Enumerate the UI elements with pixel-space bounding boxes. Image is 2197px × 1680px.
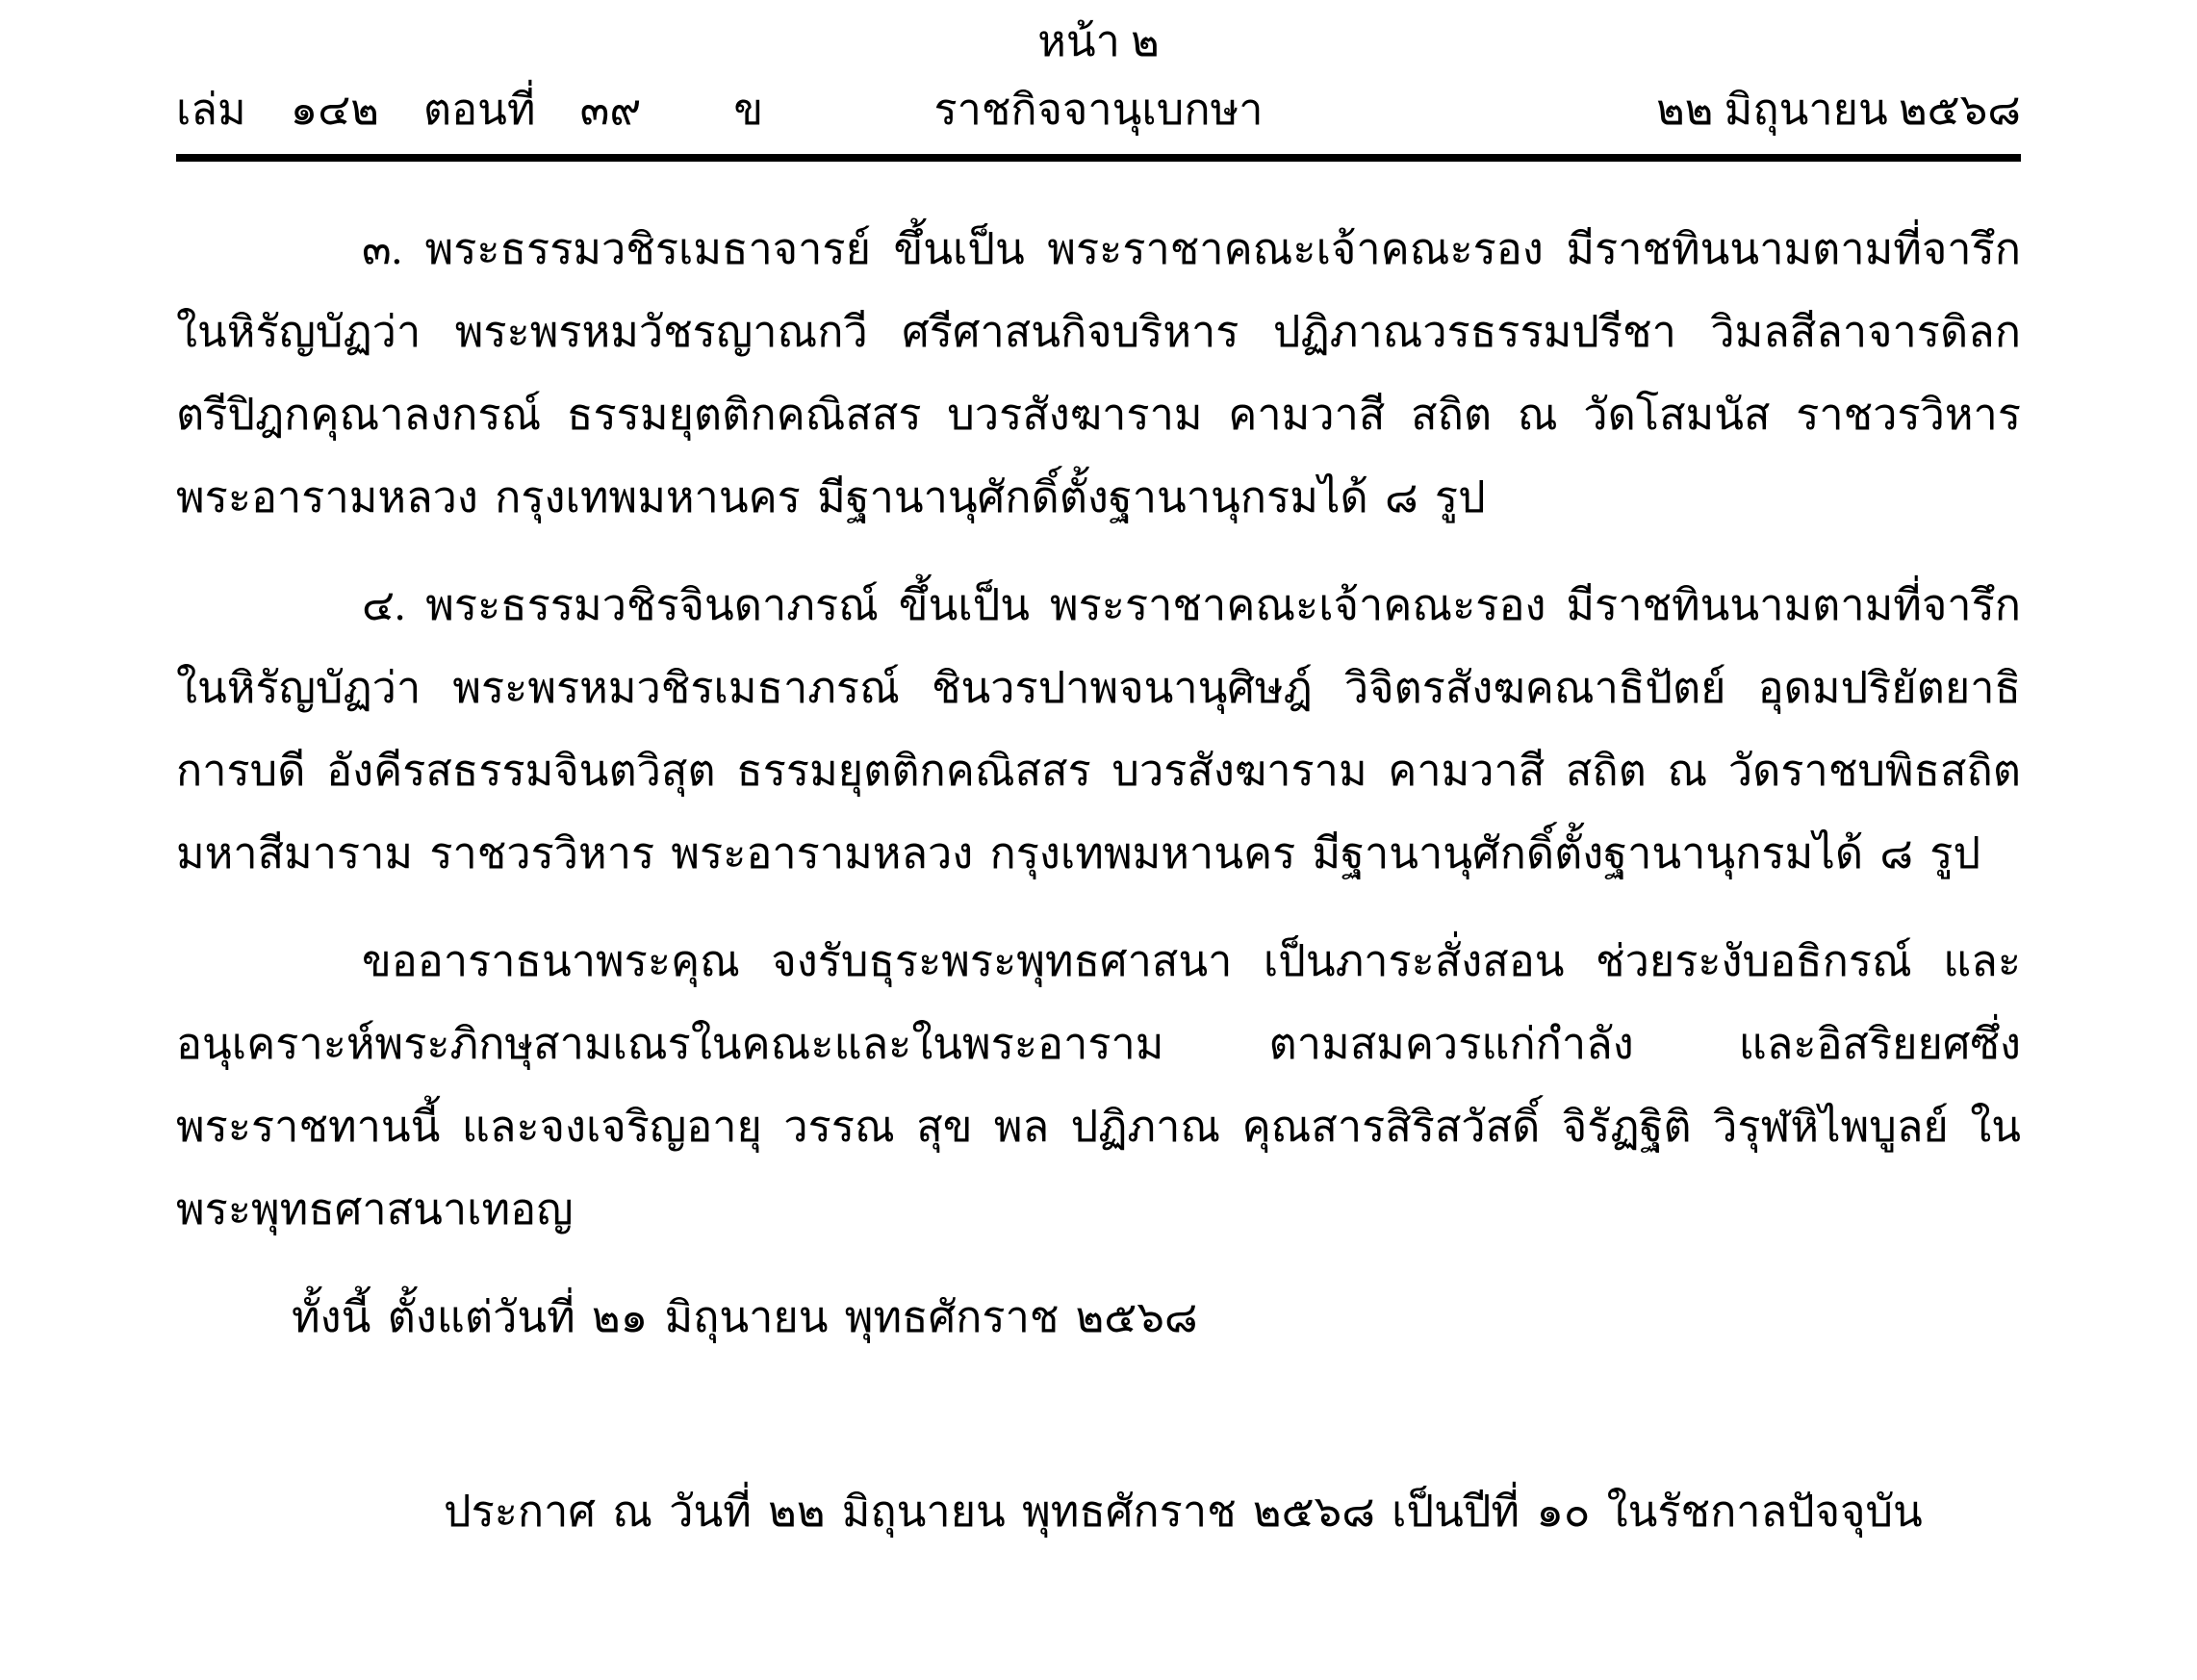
page-number: หน้า ๒ [1037, 17, 1160, 65]
gazette-title: ราชกิจจานุเบกษา [933, 86, 1264, 134]
effective-date-line: ทั้งนี้ ตั้งแต่วันที่ ๒๑ มิถุนายน พุทธศักราช ๒๕๖๘ [292, 1293, 1198, 1341]
issue-label: ตอนที่ [422, 86, 536, 134]
document-body [176, 162, 2021, 1553]
paragraph-blessing: ขออาราธนาพระคุณ จงรับธุระพระพุทธศาสนา เป็นภาระสั่งสอน ช่วยระงับอธิกรณ์ และอนุเคราะห์พระภิกษุสามเณรในคณะและในพระอาราม ตามสมควรแก่กำลัง และอิสริยยศซึ่งพระราชทานนี้ และจงเจริญอายุ วรรณ สุข พล ปฏิภาณ คุณสารสิริสวัสดิ์ จิรัฏฐิติ วิรุฬหิไพบูลย์ ในพระพุทธศาสนาเทอญ [176, 937, 2021, 1234]
promulgation-line: ประกาศ ณ วันที่ ๒๒ มิถุนายน พุทธศักราช ๒๕๖๘ เป็นปีที่ ๑๐ ในรัชกาลปัจจุบัน [444, 1488, 1923, 1536]
volume-issue-group [176, 81, 933, 139]
paragraph-item-3: ๓. พระธรรมวชิรเมธาจารย์ ขึ้นเป็น พระราชาคณะเจ้าคณะรอง มีราชทินนามตามที่จารึก ในหิรัญบัฏว่า พระพรหมวัชรญาณกวี ศรีศาสนกิจบริหาร ปฏิภาณวรธรรมปรีชา วิมลสีลาจารดิลก ตรีปิฎกคุณาลงกรณ์ ธรรมยุตติกคณิสสร บวรสังฆาราม คามวาสี สถิต ณ วัดโสมนัส ราชวรวิหาร พระอารามหลวง กรุงเทพมหานคร มีฐานานุศักดิ์ตั้งฐานานุกรมได้ ๘ รูป [176, 225, 2021, 522]
volume-number: ๑๔๒ [290, 86, 379, 134]
volume-label: เล่ม [176, 86, 246, 134]
gazette-date: ๒๒ มิถุนายน ๒๕๖๘ [1656, 86, 2021, 134]
gazette-header [176, 12, 2021, 162]
paragraph-item-4: ๔. พระธรรมวชิรจินดาภรณ์ ขึ้นเป็น พระราชาคณะเจ้าคณะรอง มีราชทินนามตามที่จารึก ในหิรัญบัฏว่า พระพรหมวชิรเมธาภรณ์ ชินวรปาพจนานุศิษฎ์ วิจิตรสังฆคณาธิปัตย์ อุดมปริยัตยาธิการบดี อังคีรสธรรมจินตวิสุต ธรรมยุตติกคณิสสร บวรสังฆาราม คามวาสี สถิต ณ วัดราชบพิธสถิตมหาสีมาราม ราชวรวิหาร พระอารามหลวง กรุงเทพมหานคร มีฐานานุศักดิ์ตั้งฐานานุกรมได้ ๘ รูป [176, 581, 2021, 878]
header-rule [176, 154, 2021, 162]
masthead-row [176, 81, 2021, 139]
issue-number: ๓๙ [579, 86, 642, 134]
section-letter: ข [733, 86, 764, 134]
